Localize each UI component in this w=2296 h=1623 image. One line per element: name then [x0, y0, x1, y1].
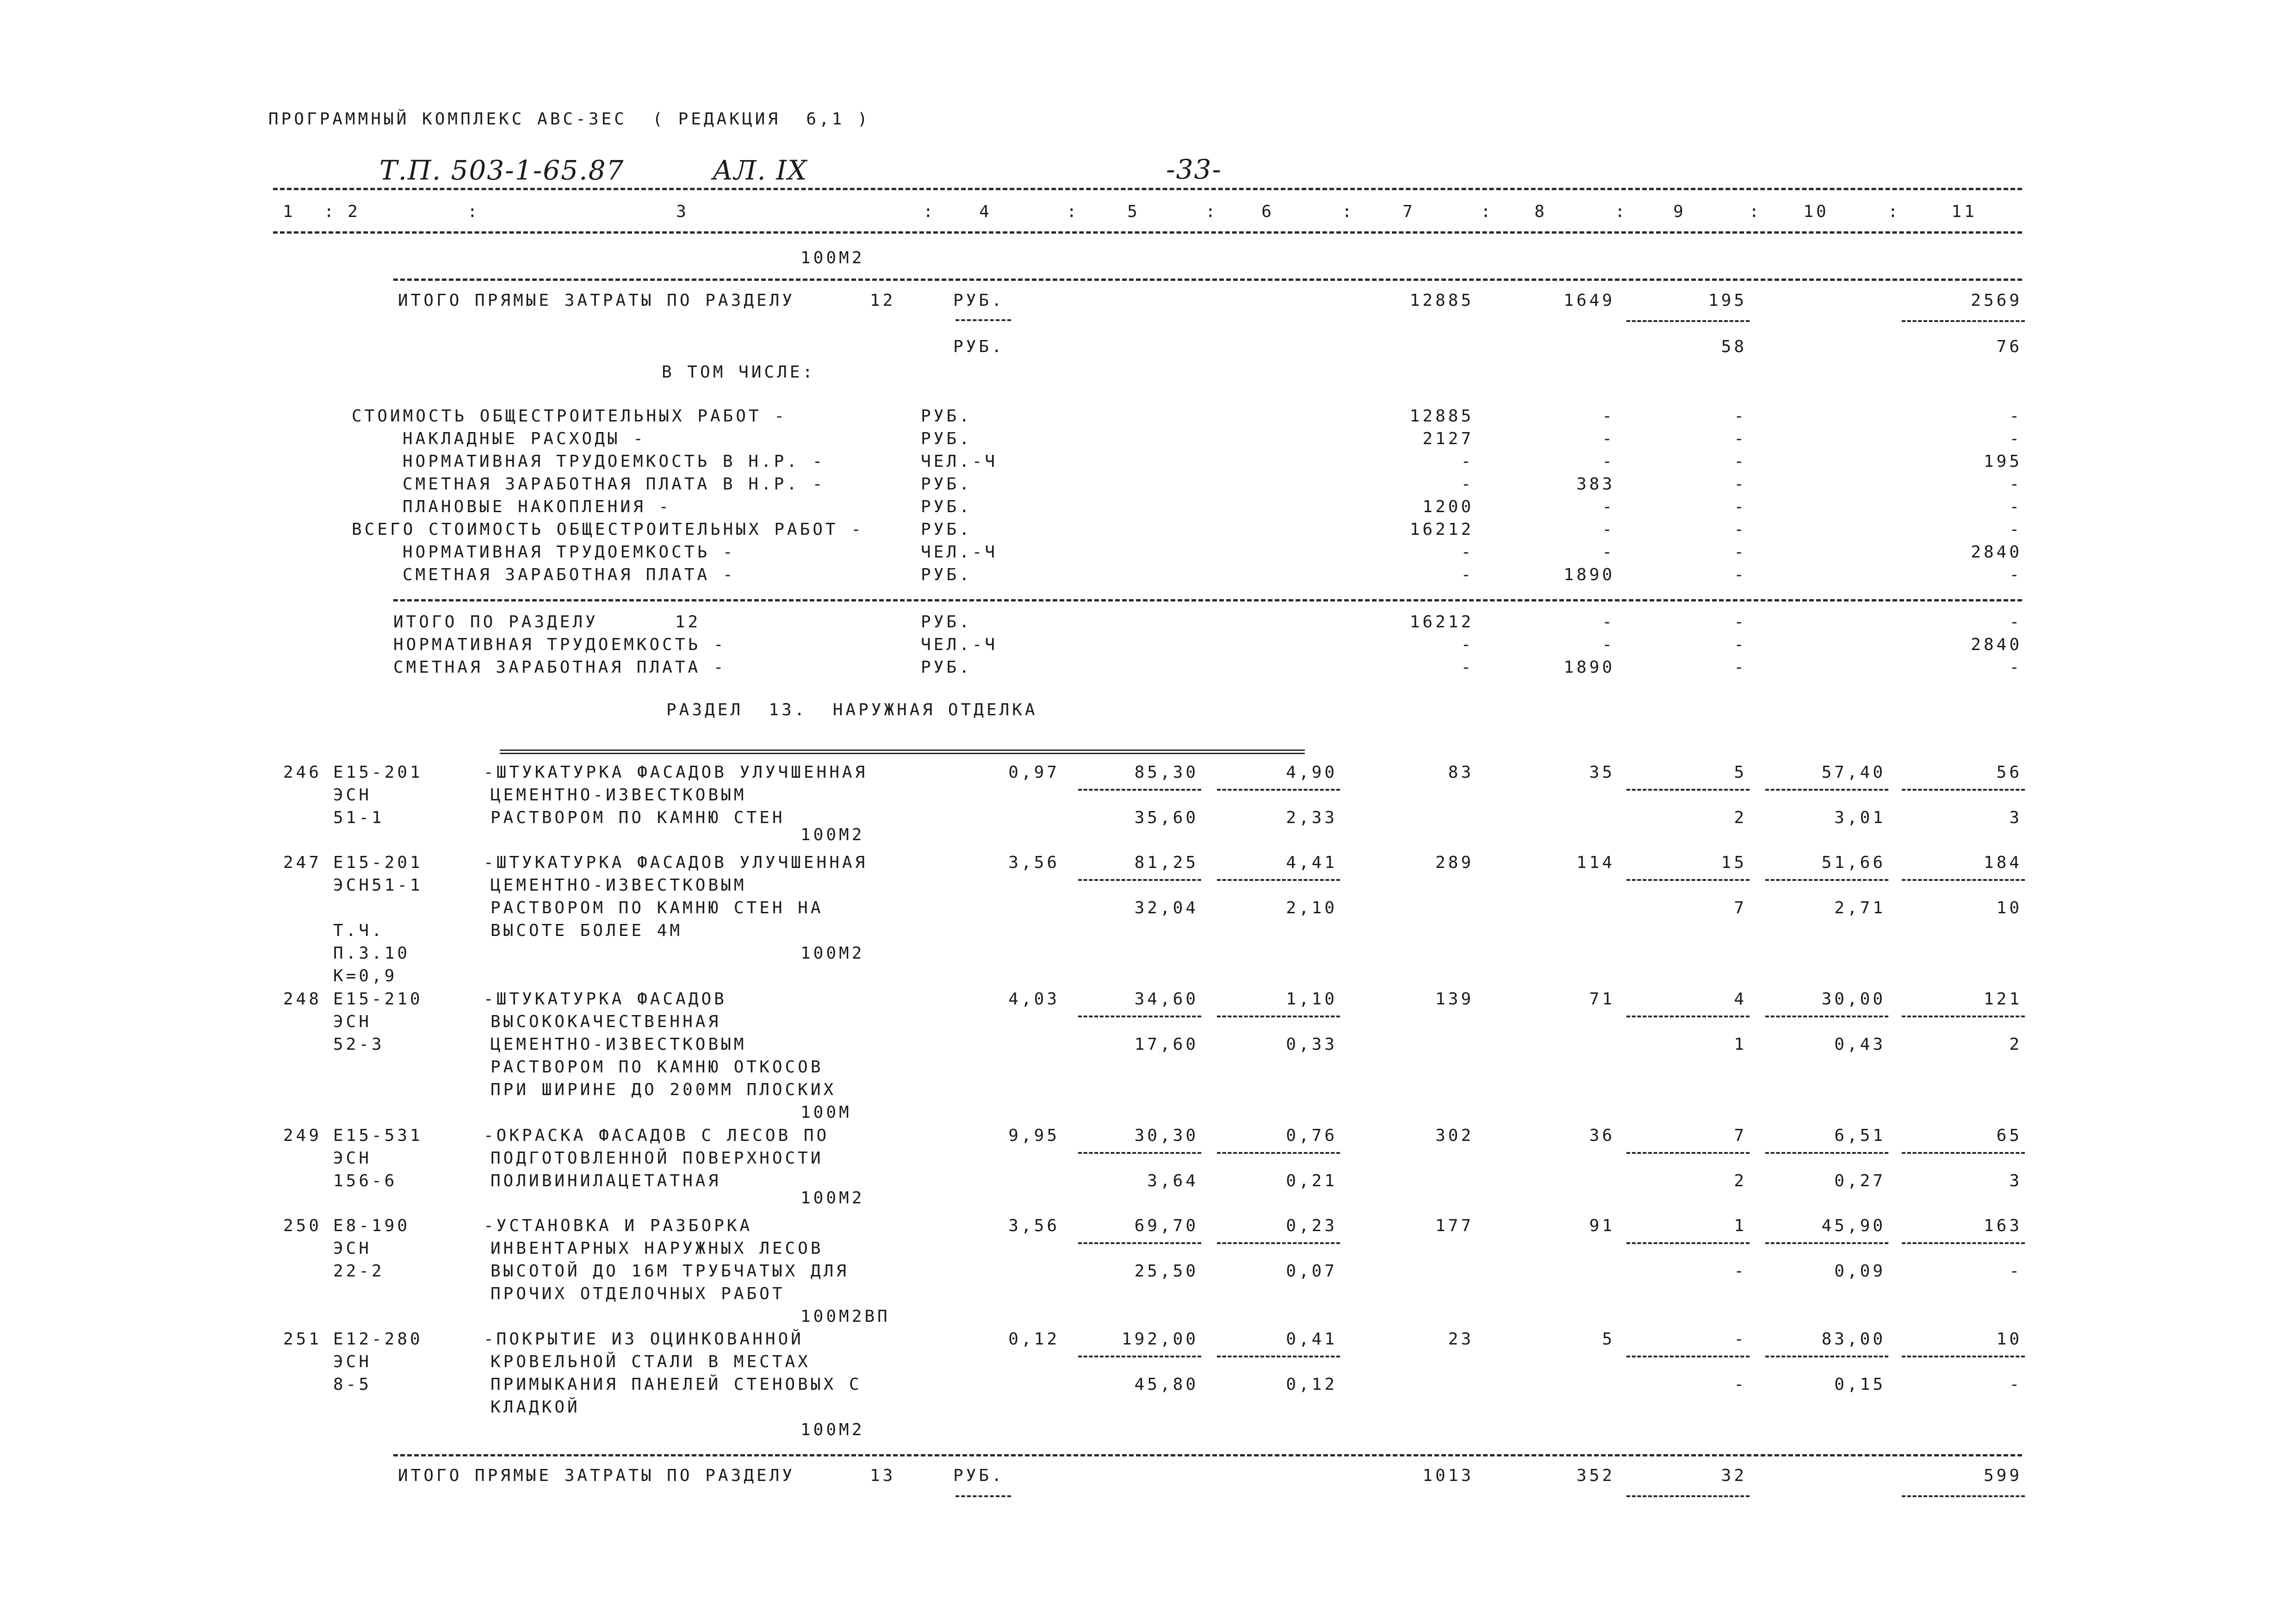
item-labor-2: 2 [1734, 808, 1747, 827]
item-labor-unit-2: 3,01 [1834, 808, 1886, 827]
breakdown-value: - [1602, 543, 1615, 562]
item-labor-unit: 30,00 [1821, 990, 1886, 1009]
column-number: 2 [348, 202, 360, 221]
item-quantity: 3,56 [1008, 853, 1060, 872]
item-code: 156-6 [333, 1171, 397, 1190]
total-value: 32 [1721, 1466, 1747, 1485]
breakdown-value: - [1461, 452, 1474, 471]
unit-label: 100М2 [800, 248, 865, 267]
unit-text: РУБ. [921, 565, 972, 584]
column-number: 5 [1127, 202, 1140, 221]
summary-value: - [1602, 635, 1615, 654]
item-code: Е15-201 [333, 853, 423, 872]
item-unit-cost: 192,00 [1121, 1330, 1198, 1349]
subtotal-rule [1765, 1242, 1888, 1244]
item-labor: 15 [1721, 853, 1747, 872]
breakdown-value: 1890 [1564, 565, 1615, 584]
item-total-wage: 5 [1602, 1330, 1615, 1349]
subtotal-rule [1902, 320, 2025, 322]
breakdown-value: - [2009, 520, 2022, 539]
breakdown-value: - [2009, 429, 2022, 448]
column-number: 7 [1402, 202, 1415, 221]
item-total-wage: 35 [1589, 763, 1615, 782]
unit-text: ЧЕЛ.-Ч [921, 543, 998, 562]
breakdown-value: 16212 [1409, 520, 1474, 539]
item-labor-unit: 83,00 [1821, 1330, 1886, 1349]
breakdown-label: НОРМАТИВНАЯ ТРУДОЕМКОСТЬ В Н.Р. - [403, 452, 825, 471]
total-value: 12885 [1409, 291, 1474, 310]
column-separator: : [923, 202, 936, 221]
subtotal-rule [1078, 1242, 1201, 1244]
item-description: -ПОКРЫТИЕ ИЗ ОЦИНКОВАННОЙ [484, 1330, 804, 1349]
subtotal-rule [1626, 1152, 1750, 1154]
item-quantity: 0,12 [1008, 1330, 1060, 1349]
item-labor-2: 1 [1734, 1035, 1747, 1054]
summary-value: - [2009, 658, 2022, 677]
total-value: 599 [1983, 1466, 2022, 1485]
subtotal-rule [1626, 1495, 1750, 1497]
item-unit: 100М [800, 1103, 852, 1122]
item-unit-cost-2: 45,80 [1134, 1375, 1198, 1394]
unit-text: РУБ. [921, 475, 972, 494]
item-labor-total-2: 10 [1996, 898, 2022, 917]
item-code: К=0,9 [333, 966, 397, 985]
breakdown-label: ПЛАНОВЫЕ НАКОПЛЕНИЯ - [403, 497, 672, 516]
item-code: ЭСН [333, 1352, 372, 1371]
section-number: 13 [870, 1466, 896, 1485]
item-unit-wage-2: 2,33 [1286, 808, 1337, 827]
subtotal-rule [1626, 320, 1750, 322]
subtotal-rule [1765, 789, 1888, 791]
item-labor: 7 [1734, 1126, 1747, 1145]
item-unit-wage-2: 0,33 [1286, 1035, 1337, 1054]
item-description: -ШТУКАТУРКА ФАСАДОВ УЛУЧШЕННАЯ [484, 853, 868, 872]
item-total-wage: 71 [1589, 990, 1615, 1009]
subtotal-rule [1217, 1152, 1340, 1154]
item-unit: 100М2 [800, 825, 865, 844]
breakdown-value: - [1734, 520, 1747, 539]
item-code: ЭСН51-1 [333, 876, 423, 895]
subtotal-rule [1902, 879, 2025, 881]
total-value: 352 [1576, 1466, 1615, 1485]
breakdown-value: - [1461, 543, 1474, 562]
breakdown-label: ВСЕГО СТОИМОСТЬ ОБЩЕСТРОИТЕЛЬНЫХ РАБОТ - [352, 520, 864, 539]
item-code: Е12-280 [333, 1330, 423, 1349]
item-labor-total: 65 [1996, 1126, 2022, 1145]
column-separator: : [1888, 202, 1901, 221]
item-number: 247 [283, 853, 322, 872]
item-unit-cost: 81,25 [1134, 853, 1198, 872]
item-labor-total: 184 [1983, 853, 2022, 872]
table-top-rule [273, 188, 2022, 190]
item-total-wage: 36 [1589, 1126, 1615, 1145]
unit-text: РУБ. [921, 429, 972, 448]
subtotal-rule [1078, 1016, 1201, 1017]
breakdown-value: 1200 [1422, 497, 1474, 516]
section-rule [393, 1454, 2022, 1456]
item-labor-2: 7 [1734, 898, 1747, 917]
summary-value: - [1734, 658, 1747, 677]
item-labor-total-2: 2 [2009, 1035, 2022, 1054]
subtotal-rule [1217, 1356, 1340, 1357]
column-number: 1 [283, 202, 296, 221]
unit-rule [956, 319, 1011, 321]
item-code: 8-5 [333, 1375, 372, 1394]
summary-value: - [1461, 635, 1474, 654]
summary-value: - [1461, 658, 1474, 677]
unit-text: ЧЕЛ.-Ч [921, 452, 998, 471]
item-unit-cost-2: 3,64 [1147, 1171, 1198, 1190]
section-rule [393, 279, 2022, 281]
column-separator: : [467, 202, 480, 221]
summary-value: - [1734, 635, 1747, 654]
item-quantity: 9,95 [1008, 1126, 1060, 1145]
item-description: -ОКРАСКА ФАСАДОВ С ЛЕСОВ ПО [484, 1126, 830, 1145]
item-labor: 4 [1734, 990, 1747, 1009]
unit-text: ЧЕЛ.-Ч [921, 635, 998, 654]
breakdown-value: 12885 [1409, 407, 1474, 426]
breakdown-value: - [1734, 407, 1747, 426]
subtotal-rule [1626, 1356, 1750, 1357]
subtotal-rule [1765, 1152, 1888, 1154]
item-code: 52-3 [333, 1035, 385, 1054]
column-separator: : [1615, 202, 1628, 221]
subtotal-rule [1078, 1152, 1201, 1154]
section-title: РАЗДЕЛ 13. НАРУЖНАЯ ОТДЕЛКА [666, 700, 1038, 719]
column-number: 8 [1534, 202, 1547, 221]
subtotal-rule [1765, 1356, 1888, 1357]
unit-text: РУБ. [921, 407, 972, 426]
item-code: Е15-531 [333, 1126, 423, 1145]
item-unit: 100М2 [800, 1189, 865, 1208]
item-labor-2: - [1734, 1375, 1747, 1394]
subtotal-rule [1902, 1016, 2025, 1017]
item-total-cost: 83 [1448, 763, 1474, 782]
item-description: ЦЕМЕНТНО-ИЗВЕСТКОВЫМ [490, 876, 747, 895]
section-total-label: ИТОГО ПРЯМЫЕ ЗАТРАТЫ ПО РАЗДЕЛУ [398, 1466, 795, 1485]
item-number: 249 [283, 1126, 322, 1145]
column-header-rule [273, 231, 2022, 234]
item-unit-wage: 4,41 [1286, 853, 1337, 872]
item-unit: 100М2ВП [800, 1307, 890, 1326]
item-labor: 5 [1734, 763, 1747, 782]
breakdown-label: НАКЛАДНЫЕ РАСХОДЫ - [403, 429, 646, 448]
breakdown-value: - [1734, 429, 1747, 448]
item-unit-cost: 85,30 [1134, 763, 1198, 782]
item-description: ВЫСОТОЙ ДО 16М ТРУБЧАТЫХ ДЛЯ [490, 1262, 849, 1281]
item-total-cost: 302 [1435, 1126, 1474, 1145]
summary-value: - [2009, 613, 2022, 632]
section-summary-label: СМЕТНАЯ ЗАРАБОТНАЯ ПЛАТА - [393, 658, 726, 677]
item-labor-total-2: 3 [2009, 808, 2022, 827]
item-quantity: 3,56 [1008, 1216, 1060, 1235]
item-total-cost: 23 [1448, 1330, 1474, 1349]
item-unit-wage: 1,10 [1286, 990, 1337, 1009]
item-labor-total: 10 [1996, 1330, 2022, 1349]
item-labor-unit-2: 0,15 [1834, 1375, 1886, 1394]
breakdown-value: - [1602, 497, 1615, 516]
item-unit-wage-2: 0,12 [1286, 1375, 1337, 1394]
item-labor-2: - [1734, 1262, 1747, 1281]
item-unit-wage-2: 0,07 [1286, 1262, 1337, 1281]
item-description: -ШТУКАТУРКА ФАСАДОВ [484, 990, 727, 1009]
item-labor-unit-2: 2,71 [1834, 898, 1886, 917]
unit-rule [956, 1495, 1011, 1497]
item-description: РАСТВОРОМ ПО КАМНЮ СТЕН [490, 808, 785, 827]
column-separator: : [1205, 202, 1218, 221]
subtotal-rule [1626, 1242, 1750, 1244]
breakdown-value: - [1734, 452, 1747, 471]
item-labor-total: 56 [1996, 763, 2022, 782]
breakdown-value: - [1602, 520, 1615, 539]
including-label: В ТОМ ЧИСЛЕ: [662, 363, 816, 382]
subtotal-rule [1217, 1016, 1340, 1017]
breakdown-value: - [1734, 543, 1747, 562]
item-labor-total-2: - [2009, 1262, 2022, 1281]
album-number: АЛ. IX [713, 155, 808, 186]
item-labor-total: 163 [1983, 1216, 2022, 1235]
item-quantity: 4,03 [1008, 990, 1060, 1009]
subtotal-rule [1765, 1016, 1888, 1017]
item-labor-unit: 51,66 [1821, 853, 1886, 872]
breakdown-value: 2127 [1422, 429, 1474, 448]
item-number: 251 [283, 1330, 322, 1349]
item-code: Е8-190 [333, 1216, 410, 1235]
item-code: Т.Ч. [333, 921, 385, 940]
item-total-cost: 289 [1435, 853, 1474, 872]
breakdown-value: - [1602, 452, 1615, 471]
breakdown-value: - [1461, 475, 1474, 494]
program-title: ПРОГРАММНЫЙ КОМПЛЕКС АВС-3ЕС ( РЕДАКЦИЯ 6,1 ) [268, 110, 870, 129]
item-labor-total-2: 3 [2009, 1171, 2022, 1190]
section-rule [393, 599, 2022, 601]
subtotal-rule [1902, 1152, 2025, 1154]
total-value: 1013 [1422, 1466, 1474, 1485]
breakdown-value: - [2009, 475, 2022, 494]
subtotal-rule [1078, 1356, 1201, 1357]
unit-text: РУБ. [921, 497, 972, 516]
item-unit-wage: 0,41 [1286, 1330, 1337, 1349]
unit-text: РУБ. [921, 658, 972, 677]
section-title-rule [500, 750, 1305, 754]
total-value: 195 [1708, 291, 1747, 310]
subtotal-rule [1626, 1016, 1750, 1017]
item-description: ЦЕМЕНТНО-ИЗВЕСТКОВЫМ [490, 1035, 747, 1054]
item-code: ЭСН [333, 1239, 372, 1258]
section-summary-label: ИТОГО ПО РАЗДЕЛУ 12 [393, 613, 701, 632]
unit-text: РУБ. [921, 613, 972, 632]
subtotal-rule [1902, 789, 2025, 791]
summary-value: 1890 [1564, 658, 1615, 677]
item-labor-unit-2: 0,27 [1834, 1171, 1886, 1190]
item-description: ПРИМЫКАНИЯ ПАНЕЛЕЙ СТЕНОВЫХ С [490, 1375, 862, 1394]
item-code: Е15-210 [333, 990, 423, 1009]
subtotal-rule [1217, 1242, 1340, 1244]
item-number: 246 [283, 763, 322, 782]
item-description: -УСТАНОВКА И РАЗБОРКА [484, 1216, 753, 1235]
item-description: РАСТВОРОМ ПО КАМНЮ СТЕН НА [490, 898, 824, 917]
column-separator: : [1481, 202, 1494, 221]
subtotal-rule [1078, 879, 1201, 881]
item-unit-cost: 30,30 [1134, 1126, 1198, 1145]
item-unit-cost: 34,60 [1134, 990, 1198, 1009]
subtotal-rule [1626, 879, 1750, 881]
column-number: 4 [979, 202, 992, 221]
item-description: ПРОЧИХ ОТДЕЛОЧНЫХ РАБОТ [490, 1284, 785, 1303]
item-code: ЭСН [333, 1149, 372, 1168]
total-value: 1649 [1564, 291, 1615, 310]
item-number: 250 [283, 1216, 322, 1235]
item-description: ВЫСОТЕ БОЛЕЕ 4М [490, 921, 683, 940]
breakdown-value: - [1461, 565, 1474, 584]
item-unit-wage: 0,76 [1286, 1126, 1337, 1145]
unit-text: РУБ. [953, 291, 1005, 310]
column-separator: : [1342, 202, 1355, 221]
item-description: КЛАДКОЙ [490, 1398, 580, 1417]
item-description: КРОВЕЛЬНОЙ СТАЛИ В МЕСТАХ [490, 1352, 811, 1371]
breakdown-label: СМЕТНАЯ ЗАРАБОТНАЯ ПЛАТА - [403, 565, 736, 584]
item-unit: 100М2 [800, 944, 865, 963]
summary-value: 16212 [1409, 613, 1474, 632]
total-value: 58 [1721, 337, 1747, 356]
breakdown-value: - [2009, 497, 2022, 516]
item-labor-2: 2 [1734, 1171, 1747, 1190]
item-description: ИНВЕНТАРНЫХ НАРУЖНЫХ ЛЕСОВ [490, 1239, 824, 1258]
item-unit-cost: 69,70 [1134, 1216, 1198, 1235]
item-description: ПРИ ШИРИНЕ ДО 200ММ ПЛОСКИХ [490, 1080, 837, 1099]
breakdown-value: - [2009, 565, 2022, 584]
item-unit-wage-2: 0,21 [1286, 1171, 1337, 1190]
item-quantity: 0,97 [1008, 763, 1060, 782]
subtotal-rule [1217, 879, 1340, 881]
item-unit-cost-2: 32,04 [1134, 898, 1198, 917]
subtotal-rule [1902, 1356, 2025, 1357]
subtotal-rule [1626, 789, 1750, 791]
item-unit-wage: 4,90 [1286, 763, 1337, 782]
unit-text: РУБ. [953, 1466, 1005, 1485]
breakdown-value: - [2009, 407, 2022, 426]
item-labor-unit: 45,90 [1821, 1216, 1886, 1235]
item-total-cost: 139 [1435, 990, 1474, 1009]
item-labor-unit-2: 0,43 [1834, 1035, 1886, 1054]
breakdown-value: 2840 [1971, 543, 2022, 562]
item-code: П.3.10 [333, 944, 410, 963]
item-unit-cost-2: 35,60 [1134, 808, 1198, 827]
item-labor-unit-2: 0,09 [1834, 1262, 1886, 1281]
page-number: -33- [1166, 154, 1222, 185]
item-description: ПОЛИВИНИЛАЦЕТАТНАЯ [490, 1171, 721, 1190]
item-total-wage: 114 [1576, 853, 1615, 872]
breakdown-value: - [1602, 407, 1615, 426]
unit-text: РУБ. [921, 520, 972, 539]
section-total-label: ИТОГО ПРЯМЫЕ ЗАТРАТЫ ПО РАЗДЕЛУ [398, 291, 795, 310]
breakdown-value: 195 [1983, 452, 2022, 471]
item-labor: 1 [1734, 1216, 1747, 1235]
column-separator: : [1067, 202, 1080, 221]
item-description: -ШТУКАТУРКА ФАСАДОВ УЛУЧШЕННАЯ [484, 763, 868, 782]
total-value: 76 [1996, 337, 2022, 356]
section-number: 12 [870, 291, 896, 310]
subtotal-rule [1078, 789, 1201, 791]
breakdown-value: - [1734, 497, 1747, 516]
item-code: 51-1 [333, 808, 385, 827]
column-separator: : [324, 202, 337, 221]
breakdown-value: - [1602, 429, 1615, 448]
subtotal-rule [1902, 1495, 2025, 1497]
column-number: 11 [1951, 202, 1977, 221]
item-labor-total: 121 [1983, 990, 2022, 1009]
item-code: Е15-201 [333, 763, 423, 782]
subtotal-rule [1902, 1242, 2025, 1244]
section-summary-label: НОРМАТИВНАЯ ТРУДОЕМКОСТЬ - [393, 635, 726, 654]
breakdown-label: НОРМАТИВНАЯ ТРУДОЕМКОСТЬ - [403, 543, 736, 562]
item-description: РАСТВОРОМ ПО КАМНЮ ОТКОСОВ [490, 1058, 824, 1077]
project-code: Т.П. 503-1-65.87 [379, 155, 625, 186]
item-description: ЦЕМЕНТНО-ИЗВЕСТКОВЫМ [490, 786, 747, 805]
breakdown-value: - [1734, 565, 1747, 584]
item-labor-unit: 6,51 [1834, 1126, 1886, 1145]
item-number: 248 [283, 990, 322, 1009]
column-number: 3 [676, 202, 689, 221]
item-unit: 100М2 [800, 1420, 865, 1439]
item-description: ВЫСОКОКАЧЕСТВЕННАЯ [490, 1012, 721, 1031]
item-code: ЭСН [333, 786, 372, 805]
item-total-wage: 91 [1589, 1216, 1615, 1235]
item-unit-cost-2: 25,50 [1134, 1262, 1198, 1281]
column-number: 10 [1803, 202, 1829, 221]
item-unit-wage: 0,23 [1286, 1216, 1337, 1235]
item-code: ЭСН [333, 1012, 372, 1031]
item-labor: - [1734, 1330, 1747, 1349]
column-number: 9 [1673, 202, 1686, 221]
subtotal-rule [1217, 789, 1340, 791]
summary-value: - [1602, 613, 1615, 632]
column-separator: : [1749, 202, 1762, 221]
item-total-cost: 177 [1435, 1216, 1474, 1235]
unit-text: РУБ. [953, 337, 1005, 356]
breakdown-label: СТОИМОСТЬ ОБЩЕСТРОИТЕЛЬНЫХ РАБОТ - [352, 407, 787, 426]
item-description: ПОДГОТОВЛЕННОЙ ПОВЕРХНОСТИ [490, 1149, 824, 1168]
item-unit-wage-2: 2,10 [1286, 898, 1337, 917]
item-unit-cost-2: 17,60 [1134, 1035, 1198, 1054]
summary-value: 2840 [1971, 635, 2022, 654]
subtotal-rule [1765, 879, 1888, 881]
item-labor-unit: 57,40 [1821, 763, 1886, 782]
breakdown-value: 383 [1576, 475, 1615, 494]
item-labor-total-2: - [2009, 1375, 2022, 1394]
column-number: 6 [1261, 202, 1274, 221]
summary-value: - [1734, 613, 1747, 632]
breakdown-label: СМЕТНАЯ ЗАРАБОТНАЯ ПЛАТА В Н.Р. - [403, 475, 825, 494]
total-value: 2569 [1971, 291, 2022, 310]
item-code: 22-2 [333, 1262, 385, 1281]
breakdown-value: - [1734, 475, 1747, 494]
